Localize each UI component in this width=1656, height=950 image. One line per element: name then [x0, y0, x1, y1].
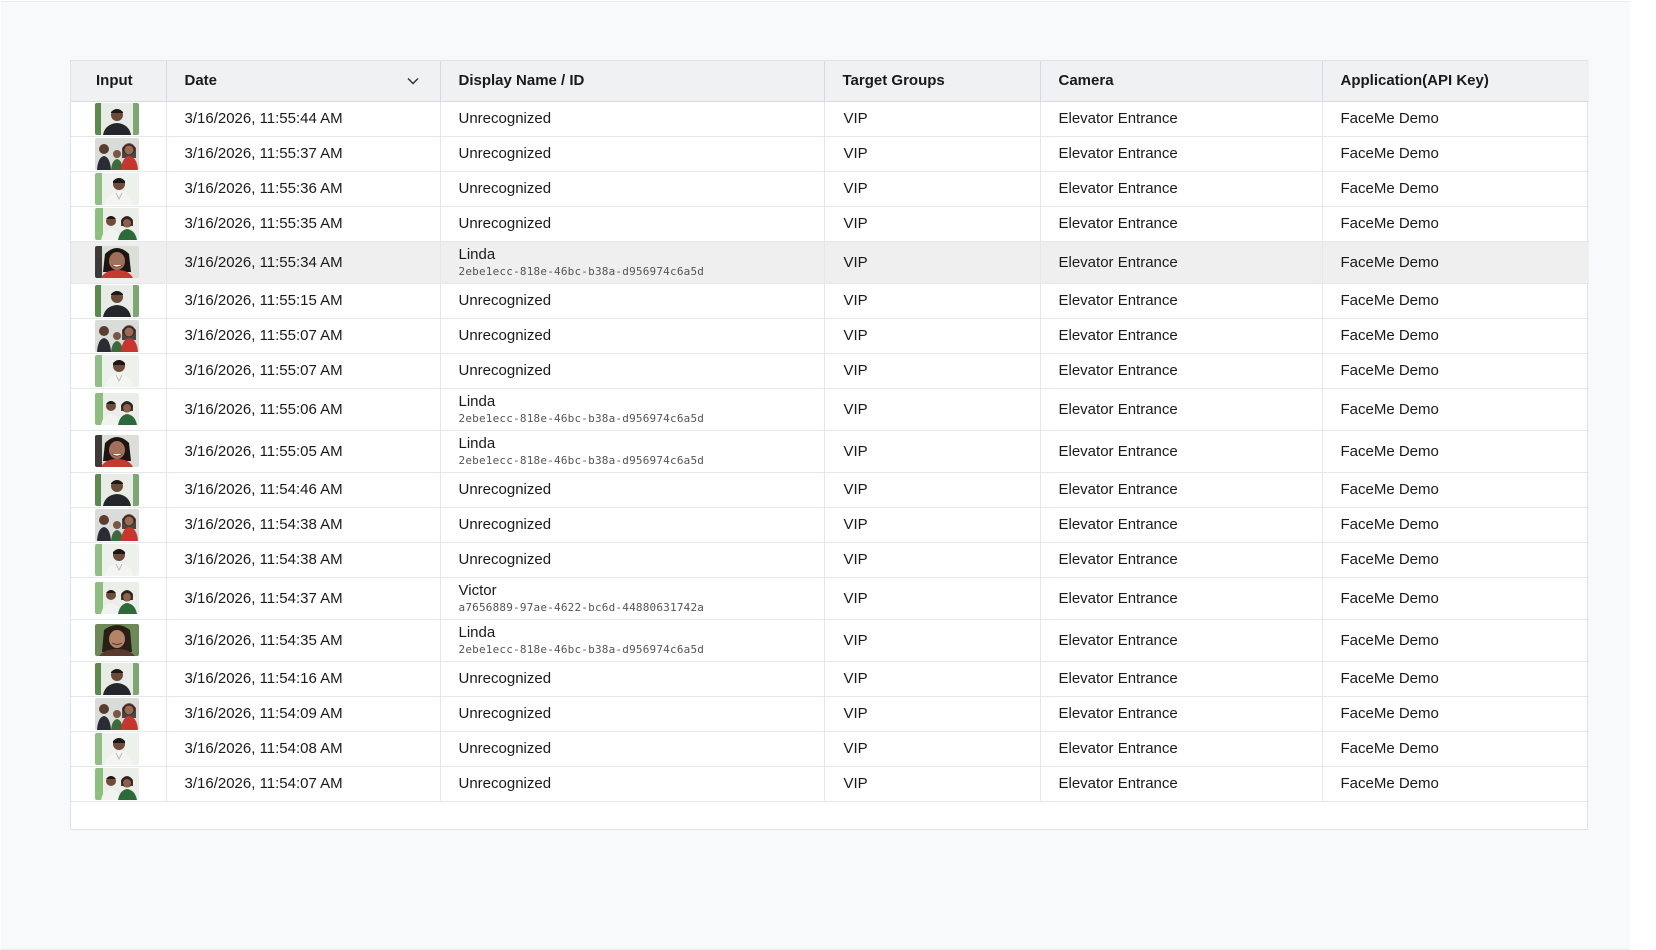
display-name: Linda — [458, 434, 496, 452]
camera-cell: Elevator Entrance — [1040, 171, 1322, 206]
display-name: Unrecognized — [458, 739, 552, 757]
display-name-cell — [440, 136, 824, 171]
camera-cell: Elevator Entrance — [1040, 241, 1322, 283]
target-groups-cell: VIP — [824, 101, 1040, 136]
face-records-table — [70, 60, 1588, 830]
date-cell: 3/16/2026, 11:55:34 AM — [166, 241, 440, 283]
table-row[interactable] — [71, 430, 1589, 472]
column-header-display-name-label: Display Name / ID — [458, 72, 585, 90]
content-panel — [1, 1, 1630, 950]
date-cell: 3/16/2026, 11:54:07 AM — [166, 766, 440, 801]
camera-cell: Elevator Entrance — [1040, 472, 1322, 507]
records-grid — [71, 61, 1589, 802]
input-cell — [71, 542, 166, 577]
application-cell: FaceMe Demo — [1322, 542, 1589, 577]
date-cell: 3/16/2026, 11:54:38 AM — [166, 542, 440, 577]
face-thumbnail-image[interactable] — [95, 355, 139, 387]
application-cell: FaceMe Demo — [1322, 577, 1589, 619]
application-cell: FaceMe Demo — [1322, 507, 1589, 542]
display-name: Unrecognized — [458, 515, 552, 533]
input-cell — [71, 241, 166, 283]
display-name: Linda — [458, 245, 496, 263]
input-cell — [71, 430, 166, 472]
camera-cell: Elevator Entrance — [1040, 388, 1322, 430]
input-cell — [71, 731, 166, 766]
target-groups-cell: VIP — [824, 353, 1040, 388]
display-name: Linda — [458, 623, 496, 641]
column-header-display-name[interactable] — [440, 61, 824, 101]
column-header-target-groups-label: Target Groups — [842, 72, 945, 90]
person-id: 2ebe1ecc-818e-46bc-b38a-d956974c6a5d — [458, 411, 705, 425]
face-thumbnail-image[interactable] — [95, 624, 139, 656]
target-groups-cell: VIP — [824, 542, 1040, 577]
date-cell: 3/16/2026, 11:54:46 AM — [166, 472, 440, 507]
application-cell: FaceMe Demo — [1322, 388, 1589, 430]
camera-cell: Elevator Entrance — [1040, 353, 1322, 388]
input-cell — [71, 353, 166, 388]
target-groups-cell: VIP — [824, 661, 1040, 696]
face-thumbnail-image[interactable] — [95, 544, 139, 576]
face-thumbnail-image[interactable] — [95, 698, 139, 730]
application-cell: FaceMe Demo — [1322, 430, 1589, 472]
display-name: Unrecognized — [458, 214, 552, 232]
display-name: Unrecognized — [458, 144, 552, 162]
table-row[interactable] — [71, 283, 1589, 318]
column-header-application-label: Application(API Key) — [1340, 72, 1489, 90]
table-row[interactable] — [71, 353, 1589, 388]
table-row[interactable] — [71, 661, 1589, 696]
display-name: Unrecognized — [458, 480, 552, 498]
camera-cell: Elevator Entrance — [1040, 766, 1322, 801]
date-cell: 3/16/2026, 11:54:08 AM — [166, 731, 440, 766]
chevron-down-icon[interactable] — [406, 74, 420, 88]
date-cell: 3/16/2026, 11:54:38 AM — [166, 507, 440, 542]
table-body — [71, 101, 1589, 801]
table-row[interactable] — [71, 388, 1589, 430]
display-name-cell — [440, 542, 824, 577]
display-name-cell — [440, 430, 824, 472]
date-cell: 3/16/2026, 11:54:16 AM — [166, 661, 440, 696]
camera-cell: Elevator Entrance — [1040, 206, 1322, 241]
column-header-camera-label: Camera — [1058, 72, 1114, 90]
display-name-cell — [440, 318, 824, 353]
application-cell: FaceMe Demo — [1322, 696, 1589, 731]
table-row[interactable] — [71, 136, 1589, 171]
table-row[interactable] — [71, 619, 1589, 661]
display-name: Unrecognized — [458, 361, 552, 379]
input-cell — [71, 619, 166, 661]
person-id: a7656889-97ae-4622-bc6d-44880631742a — [458, 600, 705, 614]
face-thumbnail-image[interactable] — [95, 768, 139, 800]
face-thumbnail-image[interactable] — [95, 246, 139, 278]
table-row[interactable] — [71, 206, 1589, 241]
camera-cell: Elevator Entrance — [1040, 696, 1322, 731]
input-cell — [71, 472, 166, 507]
application-cell: FaceMe Demo — [1322, 136, 1589, 171]
target-groups-cell: VIP — [824, 472, 1040, 507]
camera-cell: Elevator Entrance — [1040, 661, 1322, 696]
date-cell: 3/16/2026, 11:55:07 AM — [166, 353, 440, 388]
face-thumbnail-image[interactable] — [95, 138, 139, 170]
display-name-cell — [440, 661, 824, 696]
display-name-cell — [440, 283, 824, 318]
display-name: Linda — [458, 392, 496, 410]
camera-cell: Elevator Entrance — [1040, 318, 1322, 353]
table-row[interactable] — [71, 577, 1589, 619]
display-name: Unrecognized — [458, 109, 552, 127]
face-thumbnail-image[interactable] — [95, 582, 139, 614]
display-name-cell — [440, 353, 824, 388]
face-thumbnail-image[interactable] — [95, 733, 139, 765]
table-row[interactable] — [71, 507, 1589, 542]
face-thumbnail-image[interactable] — [95, 663, 139, 695]
target-groups-cell: VIP — [824, 731, 1040, 766]
date-cell: 3/16/2026, 11:55:44 AM — [166, 101, 440, 136]
input-cell — [71, 101, 166, 136]
date-cell: 3/16/2026, 11:55:35 AM — [166, 206, 440, 241]
display-name-cell — [440, 577, 824, 619]
display-name-cell — [440, 696, 824, 731]
display-name-cell — [440, 766, 824, 801]
display-name: Unrecognized — [458, 704, 552, 722]
face-thumbnail-image[interactable] — [95, 509, 139, 541]
input-cell — [71, 696, 166, 731]
person-id: 2ebe1ecc-818e-46bc-b38a-d956974c6a5d — [458, 642, 705, 656]
application-cell: FaceMe Demo — [1322, 241, 1589, 283]
application-cell: FaceMe Demo — [1322, 171, 1589, 206]
application-cell: FaceMe Demo — [1322, 318, 1589, 353]
column-header-camera[interactable] — [1040, 61, 1322, 101]
input-cell — [71, 171, 166, 206]
display-name-cell — [440, 472, 824, 507]
display-name: Unrecognized — [458, 550, 552, 568]
camera-cell: Elevator Entrance — [1040, 136, 1322, 171]
input-cell — [71, 766, 166, 801]
display-name: Unrecognized — [458, 326, 552, 344]
application-cell: FaceMe Demo — [1322, 472, 1589, 507]
person-id: 2ebe1ecc-818e-46bc-b38a-d956974c6a5d — [458, 453, 705, 467]
input-cell — [71, 661, 166, 696]
table-row[interactable] — [71, 472, 1589, 507]
table-row[interactable] — [71, 171, 1589, 206]
date-cell: 3/16/2026, 11:54:35 AM — [166, 619, 440, 661]
face-thumbnail-image[interactable] — [95, 208, 139, 240]
target-groups-cell: VIP — [824, 766, 1040, 801]
application-cell: FaceMe Demo — [1322, 766, 1589, 801]
person-id: 2ebe1ecc-818e-46bc-b38a-d956974c6a5d — [458, 264, 705, 278]
display-name-cell — [440, 241, 824, 283]
application-cell: FaceMe Demo — [1322, 101, 1589, 136]
table-row[interactable] — [71, 766, 1589, 801]
table-row[interactable] — [71, 542, 1589, 577]
column-header-date-label: Date — [184, 72, 218, 90]
display-name-cell — [440, 388, 824, 430]
target-groups-cell: VIP — [824, 507, 1040, 542]
table-header-row — [71, 61, 1589, 101]
table-row[interactable] — [71, 241, 1589, 283]
date-cell: 3/16/2026, 11:55:06 AM — [166, 388, 440, 430]
application-cell: FaceMe Demo — [1322, 206, 1589, 241]
application-cell: FaceMe Demo — [1322, 353, 1589, 388]
input-cell — [71, 577, 166, 619]
application-cell: FaceMe Demo — [1322, 619, 1589, 661]
display-name-cell — [440, 171, 824, 206]
face-thumbnail-image[interactable] — [95, 320, 139, 352]
target-groups-cell: VIP — [824, 619, 1040, 661]
face-thumbnail-image[interactable] — [95, 435, 139, 467]
target-groups-cell: VIP — [824, 283, 1040, 318]
target-groups-cell: VIP — [824, 577, 1040, 619]
camera-cell: Elevator Entrance — [1040, 731, 1322, 766]
input-cell — [71, 206, 166, 241]
table-row[interactable] — [71, 318, 1589, 353]
date-cell: 3/16/2026, 11:55:05 AM — [166, 430, 440, 472]
face-thumbnail-image[interactable] — [95, 173, 139, 205]
display-name-cell — [440, 101, 824, 136]
face-thumbnail-image[interactable] — [95, 393, 139, 425]
display-name: Unrecognized — [458, 179, 552, 197]
application-cell: FaceMe Demo — [1322, 283, 1589, 318]
target-groups-cell: VIP — [824, 241, 1040, 283]
display-name: Unrecognized — [458, 774, 552, 792]
display-name: Unrecognized — [458, 669, 552, 687]
input-cell — [71, 507, 166, 542]
target-groups-cell: VIP — [824, 430, 1040, 472]
target-groups-cell: VIP — [824, 696, 1040, 731]
display-name-cell — [440, 206, 824, 241]
display-name-cell — [440, 619, 824, 661]
column-header-target-groups[interactable] — [824, 61, 1040, 101]
camera-cell: Elevator Entrance — [1040, 619, 1322, 661]
display-name-cell — [440, 731, 824, 766]
target-groups-cell: VIP — [824, 318, 1040, 353]
table-row[interactable] — [71, 731, 1589, 766]
camera-cell: Elevator Entrance — [1040, 283, 1322, 318]
column-header-date[interactable] — [166, 61, 440, 101]
input-cell — [71, 388, 166, 430]
application-cell: FaceMe Demo — [1322, 661, 1589, 696]
column-header-application[interactable] — [1322, 61, 1589, 101]
input-cell — [71, 318, 166, 353]
display-name: Victor — [458, 581, 497, 599]
target-groups-cell: VIP — [824, 136, 1040, 171]
table-row[interactable] — [71, 101, 1589, 136]
date-cell: 3/16/2026, 11:55:15 AM — [166, 283, 440, 318]
face-thumbnail-image[interactable] — [95, 103, 139, 135]
date-cell: 3/16/2026, 11:55:36 AM — [166, 171, 440, 206]
input-cell — [71, 283, 166, 318]
display-name: Unrecognized — [458, 291, 552, 309]
date-cell: 3/16/2026, 11:55:07 AM — [166, 318, 440, 353]
camera-cell: Elevator Entrance — [1040, 430, 1322, 472]
camera-cell: Elevator Entrance — [1040, 101, 1322, 136]
date-cell: 3/16/2026, 11:55:37 AM — [166, 136, 440, 171]
face-thumbnail-image[interactable] — [95, 285, 139, 317]
camera-cell: Elevator Entrance — [1040, 507, 1322, 542]
face-thumbnail-image[interactable] — [95, 474, 139, 506]
display-name-cell — [440, 507, 824, 542]
camera-cell: Elevator Entrance — [1040, 542, 1322, 577]
column-header-input[interactable] — [71, 61, 166, 101]
target-groups-cell: VIP — [824, 171, 1040, 206]
date-cell: 3/16/2026, 11:54:37 AM — [166, 577, 440, 619]
target-groups-cell: VIP — [824, 388, 1040, 430]
application-cell: FaceMe Demo — [1322, 731, 1589, 766]
table-row[interactable] — [71, 696, 1589, 731]
column-header-input-label: Input — [96, 72, 133, 90]
camera-cell: Elevator Entrance — [1040, 577, 1322, 619]
input-cell — [71, 136, 166, 171]
target-groups-cell: VIP — [824, 206, 1040, 241]
date-cell: 3/16/2026, 11:54:09 AM — [166, 696, 440, 731]
